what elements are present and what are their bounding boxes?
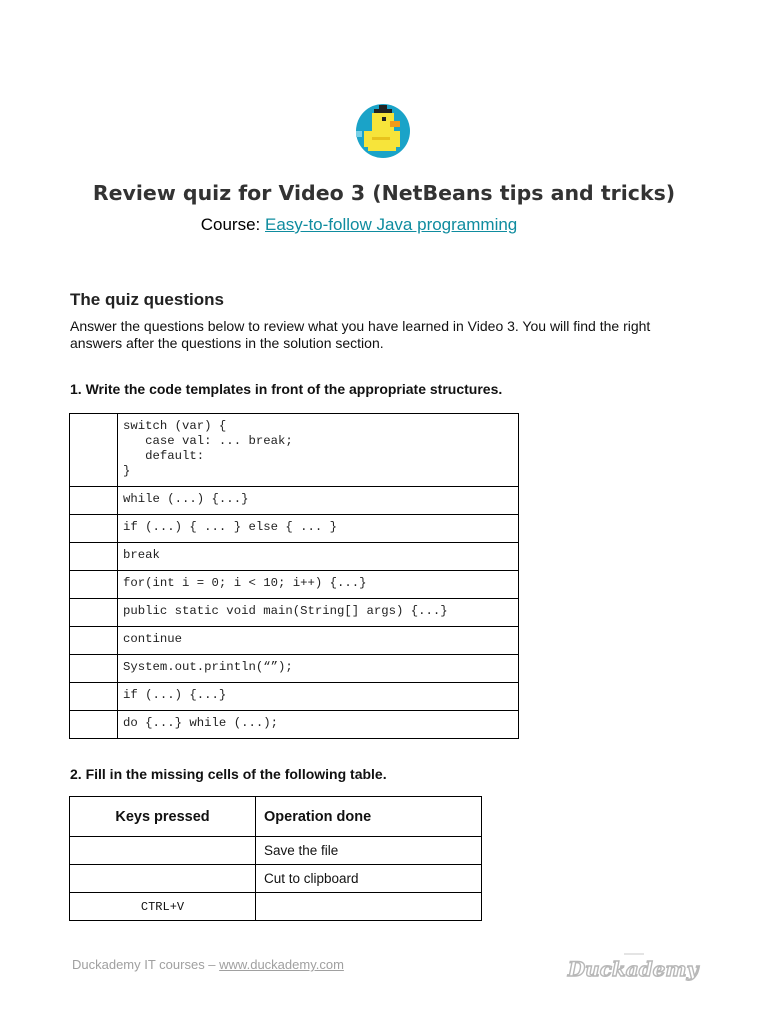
table-row <box>70 515 519 543</box>
course-link[interactable]: Easy-to-follow Java programming <box>265 215 518 234</box>
structures-table <box>69 413 519 739</box>
answer-cell <box>70 711 118 739</box>
structure-code: do {...} while (...); <box>118 711 519 739</box>
table-row <box>70 893 482 921</box>
structure-code: public static void main(String[] args) {...} <box>118 599 519 627</box>
course-label: Course: <box>200 215 261 234</box>
section-title: The quiz questions <box>70 290 224 309</box>
table-row <box>70 837 482 865</box>
duckademy-brand-logo <box>567 952 699 984</box>
operation-cell: Cut to clipboard <box>256 865 482 893</box>
structure-code: if (...) {...} <box>118 683 519 711</box>
keys-cell: CTRL+V <box>70 893 256 921</box>
answer-cell <box>70 571 118 599</box>
table-row <box>70 627 519 655</box>
keys-pressed-header: Keys pressed <box>70 797 256 837</box>
answer-cell <box>70 599 118 627</box>
table-row <box>70 487 519 515</box>
operation-cell <box>256 893 482 921</box>
page-title: Review quiz for Video 3 (NetBeans tips and tricks) <box>92 181 676 205</box>
structure-code: switch (var) { case val: ... break; default: } <box>118 414 519 487</box>
operation-done-header: Operation done <box>256 797 482 837</box>
table-row <box>70 571 519 599</box>
table-row <box>70 414 519 487</box>
keys-table <box>69 796 482 921</box>
answer-cell <box>70 655 118 683</box>
question-2: 2. Fill in the missing cells of the following table. <box>70 766 387 782</box>
table-row <box>70 865 482 893</box>
keys-cell <box>70 837 256 865</box>
footer-link[interactable]: www.duckademy.com <box>219 957 344 972</box>
answer-cell <box>70 627 118 655</box>
table-row <box>70 683 519 711</box>
structure-code: while (...) {...} <box>118 487 519 515</box>
answer-cell <box>70 487 118 515</box>
table-row <box>70 599 519 627</box>
structure-code: for(int i = 0; i < 10; i++) {...} <box>118 571 519 599</box>
structure-code: if (...) { ... } else { ... } <box>118 515 519 543</box>
table-row <box>70 543 519 571</box>
structure-code: break <box>118 543 519 571</box>
answer-cell <box>70 543 118 571</box>
keys-table-header <box>70 797 482 837</box>
structure-code: continue <box>118 627 519 655</box>
course-line <box>0 215 718 235</box>
table-row <box>70 655 519 683</box>
operation-cell: Save the file <box>256 837 482 865</box>
duck-logo-icon <box>354 103 412 159</box>
table-row <box>70 711 519 739</box>
intro-text: Answer the questions below to review what you have learned in Video 3. You will find the right answers after the questions in the solution section. <box>70 318 651 351</box>
structure-code: System.out.println(“”); <box>118 655 519 683</box>
keys-cell <box>70 865 256 893</box>
footer-text: Duckademy IT courses – <box>72 957 220 972</box>
footer <box>72 957 344 972</box>
answer-cell <box>70 515 118 543</box>
answer-cell <box>70 683 118 711</box>
brand-text: Duckademy <box>567 957 699 981</box>
answer-cell <box>70 414 118 487</box>
question-1: 1. Write the code templates in front of the appropriate structures. <box>70 381 503 397</box>
